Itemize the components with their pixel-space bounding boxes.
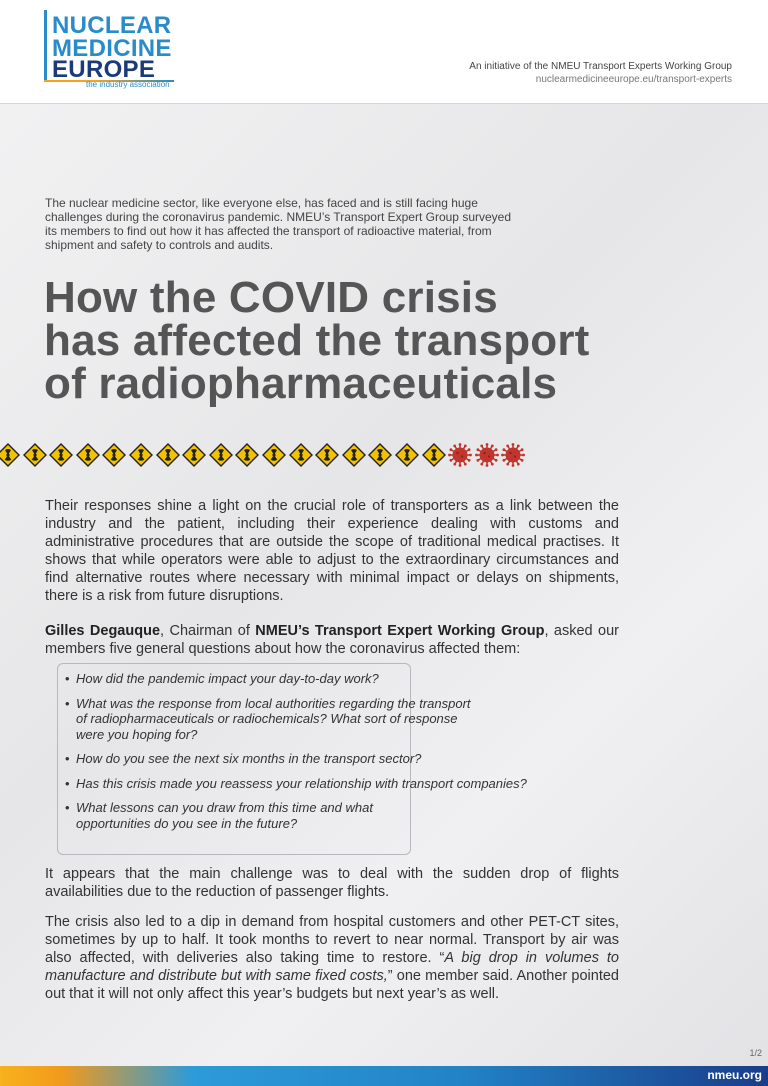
initiative-text: An initiative of the NMEU Transport Experts Working Group — [469, 61, 732, 72]
radiation-hazard-icon — [315, 443, 339, 467]
page-title — [44, 273, 684, 408]
title-line-2: has affected the transport — [44, 316, 590, 365]
coronavirus-icon — [448, 443, 472, 467]
paragraph-challenge: It appears that the main challenge was to deal with the sudden drop of flights availabilities due to the reduction of passenger flights. — [45, 866, 619, 900]
footer-bar — [0, 1066, 768, 1086]
question-item: • How did the pandemic impact your day-to-day work? — [63, 671, 623, 687]
coronavirus-icon — [475, 443, 499, 467]
page-header — [0, 0, 768, 104]
radiation-hazard-icon — [102, 443, 126, 467]
initiative-url[interactable]: nuclearmedicineeurope.eu/transport-experts — [535, 74, 732, 85]
intro-paragraph: The nuclear medicine sector, like everyone else, has faced and is still facing huge challenges during the coronavirus pandemic. NMEU’s Transport Expert Group surveyed its members to find out how it has affected the transport of radioactive material, from shipment and safety to controls and audits. — [45, 196, 512, 252]
paragraph-questions-intro — [45, 622, 619, 658]
footer-url[interactable]: nmeu.org — [707, 1068, 762, 1082]
radiation-hazard-icon — [235, 443, 259, 467]
coronavirus-icon — [501, 443, 525, 467]
radiation-hazard-icon — [368, 443, 392, 467]
initiative-note — [469, 60, 732, 86]
radiation-hazard-icon — [23, 443, 47, 467]
radiation-hazard-icon — [129, 443, 153, 467]
logo-line-2: MEDICINE — [52, 35, 172, 62]
nmeu-logo[interactable] — [44, 10, 174, 89]
radiation-hazard-icon — [76, 443, 100, 467]
paragraph-responses: Their responses shine a light on the crucial role of transporters as a link between the industry and the patient, including their experience dealing with customs and administrative procedures that are outside the scope of traditional medical practises. It shows that while operators were able to adjust to the extraordinary circumstances and find alternative routes where necessary with minimal impact or delays on shipments, there is a risk from future disruptions. — [45, 498, 619, 604]
logo-tagline: the industry association — [86, 80, 170, 89]
radiation-hazard-icon — [342, 443, 366, 467]
radiation-hazard-icon — [49, 443, 73, 467]
crisis-text-start: The crisis also led to a dip in demand from hospital customers and other PET-CT sites, sometimes by up to half. It took months to revert to near normal. Transport by air was also affected, with deliveries also taking time to restore. “ — [45, 914, 619, 966]
crisis-text-end: ” one member said. Another pointed out that it will not only affect this year’s budgets but next year’s as well. — [45, 968, 619, 1002]
radiation-hazard-icon — [289, 443, 313, 467]
radiation-hazard-icon — [262, 443, 286, 467]
icon-strip — [0, 443, 560, 469]
radiation-hazard-icon — [182, 443, 206, 467]
chairman-role: , Chairman of — [160, 623, 256, 639]
question-item: • How do you see the next six months in the transport sector? — [63, 751, 623, 767]
logo-accent-bar — [44, 10, 47, 82]
radiation-hazard-icon — [395, 443, 419, 467]
radiation-hazard-icon — [209, 443, 233, 467]
question-item: • What lessons can you draw from this time and what opportunities do you see in the future? — [63, 800, 416, 831]
radiation-hazard-icon — [156, 443, 180, 467]
member-quote: A big drop in volumes to manufacture and distribute but with same fixed costs, — [45, 950, 619, 984]
radiation-hazard-icon — [422, 443, 446, 467]
paragraph-crisis — [45, 913, 619, 1003]
radiation-hazard-icon — [0, 443, 20, 467]
questions-list — [63, 671, 623, 840]
question-item: • Has this crisis made you reassess your relationship with transport companies? — [63, 776, 623, 792]
title-line-1: How the COVID crisis — [44, 273, 498, 322]
chairman-name: Gilles Degauque — [45, 623, 161, 639]
title-line-3: of radiopharmaceuticals — [44, 359, 558, 408]
questions-intro-rest: , asked our members five general questions about how the coronavirus affected them: — [45, 623, 619, 657]
logo-line-3: EUROPE — [52, 56, 156, 83]
logo-line-1: NUCLEAR — [52, 12, 172, 39]
working-group-name: NMEU’s Transport Expert Working Group — [255, 623, 545, 639]
page-number: 1/2 — [749, 1048, 762, 1058]
question-item: • What was the response from local authorities regarding the transport of radiopharmaceuticals or radiochemicals? What sort of response were you hoping for? — [63, 696, 476, 743]
